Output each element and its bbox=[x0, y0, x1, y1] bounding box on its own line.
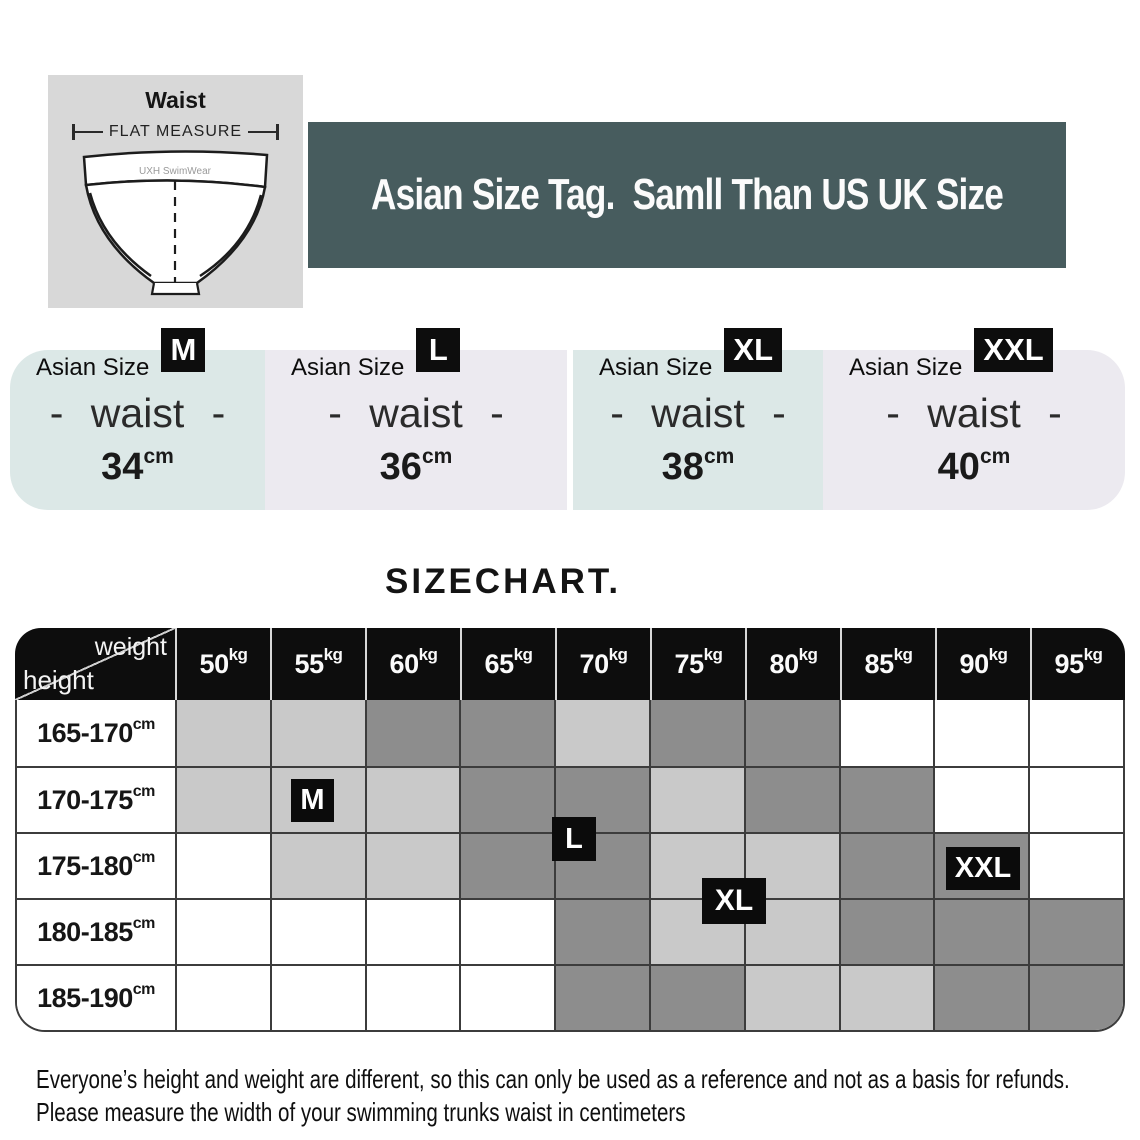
waist-text: - waist - bbox=[328, 390, 504, 436]
cell-180-185-60kg bbox=[365, 900, 460, 964]
cell-175-180-55kg bbox=[270, 834, 365, 898]
asian-size-label: Asian Size bbox=[849, 354, 963, 381]
cell-185-190-60kg bbox=[365, 966, 460, 1030]
cell-175-180-65kg bbox=[459, 834, 554, 898]
height-label-180-185cm: 180-185 $^{cm}$ bbox=[17, 900, 175, 964]
cell-170-175-75kg bbox=[649, 768, 744, 832]
cell-175-180-60kg bbox=[365, 834, 460, 898]
cell-180-185-65kg bbox=[459, 900, 554, 964]
weight-header-95kg: 95 $^{kg}$ bbox=[1030, 628, 1125, 700]
cell-165-170-75kg bbox=[649, 700, 744, 766]
cell-170-175-90kg bbox=[933, 768, 1028, 832]
size-block-m-head bbox=[36, 328, 205, 382]
waistband-brand-text: UXH SwimWear bbox=[138, 166, 212, 177]
height-label-175-180cm: 175-180 $^{cm}$ bbox=[17, 834, 175, 898]
cell-165-170-95kg bbox=[1028, 700, 1123, 766]
cell-165-170-85kg bbox=[839, 700, 934, 766]
size-block-xxl-head bbox=[849, 328, 1053, 382]
cell-165-170-70kg bbox=[554, 700, 649, 766]
waist-value: $34^{cm}$ bbox=[101, 445, 174, 488]
cell-185-190-75kg bbox=[649, 966, 744, 1030]
weight-header-75kg: 75 $^{kg}$ bbox=[650, 628, 745, 700]
table-badge-l: L bbox=[552, 817, 596, 861]
cell-180-185-85kg bbox=[839, 900, 934, 964]
sizechart-heading: SIZECHART. bbox=[385, 562, 622, 601]
height-label-185-190cm: 185-190 $^{cm}$ bbox=[17, 966, 175, 1030]
cell-185-190-80kg bbox=[744, 966, 839, 1030]
cell-165-170-80kg bbox=[744, 700, 839, 766]
size-block-xxl bbox=[823, 332, 1125, 510]
flat-measure-label: FLAT MEASURE bbox=[108, 123, 243, 140]
size-badge-xxl: XXL bbox=[974, 328, 1052, 372]
asian-size-banner bbox=[308, 122, 1066, 268]
cell-170-175-85kg bbox=[839, 768, 934, 832]
cell-165-170-65kg bbox=[459, 700, 554, 766]
disclaimer-line-2: Please measure the width of your swimming trunks waist in centimeters bbox=[36, 1097, 686, 1127]
cell-175-180-50kg bbox=[175, 834, 270, 898]
table-row-180-185cm bbox=[17, 898, 1123, 964]
cell-185-190-55kg bbox=[270, 966, 365, 1030]
size-blocks-row bbox=[10, 332, 1125, 510]
asian-size-label: Asian Size bbox=[599, 354, 713, 381]
cell-165-170-55kg bbox=[270, 700, 365, 766]
table-badge-xxl: XXL bbox=[946, 847, 1020, 890]
weight-header-55kg: 55 $^{kg}$ bbox=[270, 628, 365, 700]
table-header-row bbox=[15, 628, 1125, 700]
waist-value: $36^{cm}$ bbox=[379, 445, 453, 488]
waist-text: - waist - bbox=[886, 390, 1062, 436]
cell-180-185-90kg bbox=[933, 900, 1028, 964]
cell-170-175-65kg bbox=[459, 768, 554, 832]
disclaimer-text bbox=[36, 1063, 1070, 1129]
cell-185-190-90kg bbox=[933, 966, 1028, 1030]
cell-180-185-95kg bbox=[1028, 900, 1123, 964]
measure-line-right bbox=[248, 131, 276, 133]
cell-185-190-65kg bbox=[459, 966, 554, 1030]
cell-185-190-95kg bbox=[1028, 966, 1123, 1030]
weight-header-70kg: 70 $^{kg}$ bbox=[555, 628, 650, 700]
cell-185-190-85kg bbox=[839, 966, 934, 1030]
cell-180-185-70kg bbox=[554, 900, 649, 964]
cell-185-190-70kg bbox=[554, 966, 649, 1030]
height-label-165-170cm: 165-170 $^{cm}$ bbox=[17, 700, 175, 766]
briefs-illustration-panel bbox=[48, 75, 303, 308]
flat-measure-line bbox=[72, 123, 279, 141]
cell-180-185-50kg bbox=[175, 900, 270, 964]
cell-170-175-95kg bbox=[1028, 768, 1123, 832]
size-block-l-head bbox=[291, 328, 460, 382]
waist-title: Waist bbox=[145, 87, 206, 113]
weight-header-50kg: 50 $^{kg}$ bbox=[175, 628, 270, 700]
measure-line-left bbox=[75, 131, 103, 133]
cell-175-180-95kg bbox=[1028, 834, 1123, 898]
cell-180-185-55kg bbox=[270, 900, 365, 964]
size-badge-m: M bbox=[161, 328, 205, 372]
cell-170-175-60kg bbox=[365, 768, 460, 832]
size-block-xl-head bbox=[599, 328, 782, 382]
cell-170-175-50kg bbox=[175, 768, 270, 832]
table-row-165-170cm bbox=[17, 700, 1123, 766]
cell-185-190-50kg bbox=[175, 966, 270, 1030]
weight-axis-label: weight bbox=[94, 633, 167, 661]
waist-text: - waist - bbox=[610, 390, 786, 436]
weight-header-60kg: 60 $^{kg}$ bbox=[365, 628, 460, 700]
waist-value: $40^{cm}$ bbox=[937, 445, 1011, 488]
cell-170-175-80kg bbox=[744, 768, 839, 832]
height-label-170-175cm: 170-175 $^{cm}$ bbox=[17, 768, 175, 832]
asian-size-label: Asian Size bbox=[291, 354, 405, 381]
cell-165-170-60kg bbox=[365, 700, 460, 766]
table-row-185-190cm bbox=[17, 964, 1123, 1030]
size-block-m bbox=[10, 332, 265, 510]
weight-header-85kg: 85 $^{kg}$ bbox=[840, 628, 935, 700]
table-badge-xl: XL bbox=[702, 878, 766, 924]
waist-text: - waist - bbox=[49, 390, 226, 436]
cell-165-170-90kg bbox=[933, 700, 1028, 766]
size-block-xl bbox=[573, 332, 823, 510]
briefs-drawing-icon bbox=[48, 141, 303, 306]
banner-text: Asian Size Tag. Samll Than US UK Size bbox=[370, 170, 1004, 219]
asian-size-label: Asian Size bbox=[36, 354, 150, 381]
weight-header-65kg: 65 $^{kg}$ bbox=[460, 628, 555, 700]
waist-value: $38^{cm}$ bbox=[661, 445, 735, 488]
cell-165-170-50kg bbox=[175, 700, 270, 766]
weight-header-80kg: 80 $^{kg}$ bbox=[745, 628, 840, 700]
measure-tick-right bbox=[276, 124, 279, 140]
size-badge-l: L bbox=[416, 328, 460, 372]
weight-header-90kg: 90 $^{kg}$ bbox=[935, 628, 1030, 700]
disclaimer-line-1: Everyone’s height and weight are different, so this can only be used as a reference and not as a basis for refunds. bbox=[36, 1064, 1070, 1094]
table-badge-m: M bbox=[291, 779, 334, 822]
height-axis-label: height bbox=[23, 665, 94, 695]
size-block-l bbox=[265, 332, 567, 510]
size-badge-xl: XL bbox=[724, 328, 782, 372]
cell-175-180-85kg bbox=[839, 834, 934, 898]
table-corner-cell bbox=[15, 628, 175, 700]
